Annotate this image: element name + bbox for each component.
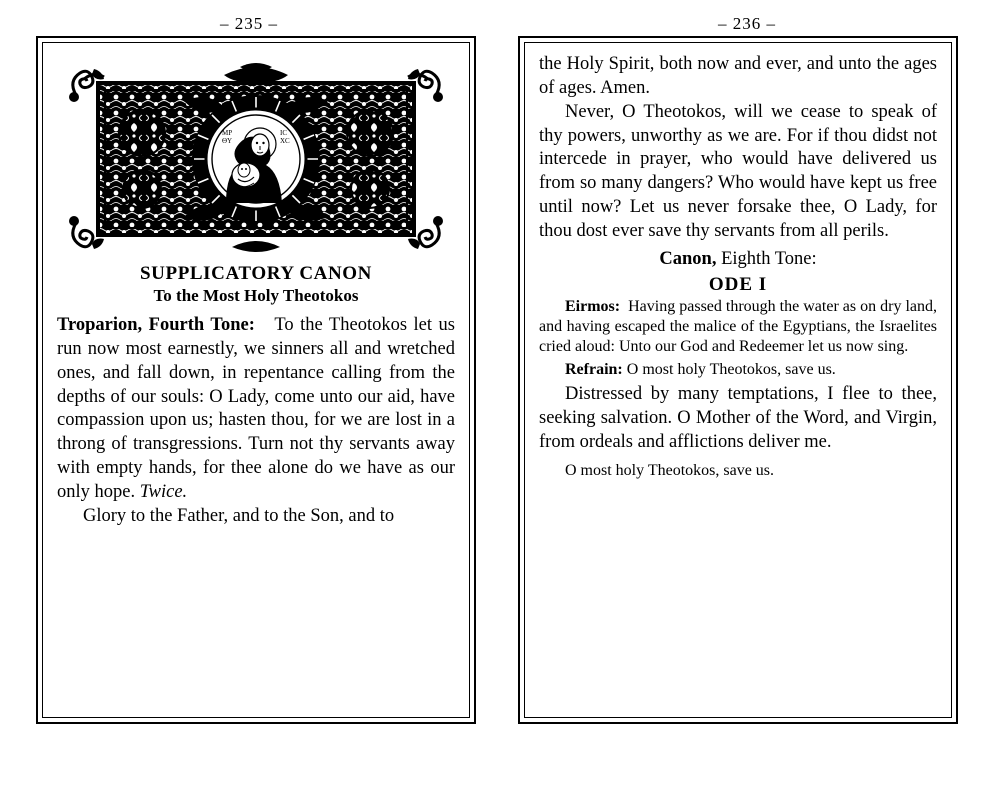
never-o-theotokos-paragraph: Never, O Theotokos, will we cease to speak of thy powers, unworthy as we are. For if thou didst not intercede in prayer, who would have delivered us from so many dangers? Who would have kept us free until now? Let us never forsake thee, O Lady, for thou dost ever save thy servants from all perils. — [539, 101, 937, 242]
inscription-mp-thy: MP — [222, 129, 233, 137]
canon-tone-line — [539, 248, 937, 272]
doxology-paragraph: Glory to the Father, and to the Son, and to — [83, 505, 395, 526]
heading-line-1: SUPPLICATORY CANON — [140, 263, 372, 284]
page-number-right: – 236 – — [718, 14, 776, 33]
troparion-rubric-twice: Twice. — [139, 482, 188, 503]
page-frame-left — [36, 36, 476, 724]
inscription-ic-xc: IC — [280, 129, 287, 137]
ornamental-headpiece — [64, 61, 448, 257]
refrain-repeat-paragraph: O most holy Theotokos, save us. — [565, 461, 775, 479]
page-content-right — [524, 42, 952, 718]
page-right — [498, 0, 996, 790]
refrain-rubric: Refrain: — [565, 361, 623, 379]
eirmos-text: Having passed through the water as on dry land, and having escaped the malice of the Egyptians, the Israelites cried aloud: Unto our God and Redeemer let us now sing. — [539, 297, 937, 356]
heading-line-2: To the Most Holy Theotokos — [153, 286, 359, 305]
svg-text:ΘY: ΘY — [222, 137, 233, 145]
canon-tone: Eighth Tone: — [721, 248, 817, 269]
troparion-rubric: Troparion, Fourth Tone: — [57, 315, 255, 335]
troparion-paragraph — [57, 314, 455, 505]
page-content-left — [42, 42, 470, 718]
page-frame-right — [518, 36, 958, 724]
svg-text:XC: XC — [280, 137, 290, 145]
refrain-paragraph — [539, 360, 937, 380]
troparion-text: To the Theotokos let us run now most earnestly, we sinners all and wretched ones, and fall down, in repentance calling from the depths of our souls: O Lady, come unto our aid, have compassion upon us; hasten thou, for we are lost in a throng of transgressions. Turn not thy servants away with empty hands, for thee alone do we have as our only hope. — [57, 315, 455, 503]
eirmos-paragraph — [539, 297, 937, 357]
theotokos-icon — [64, 61, 448, 257]
refrain-text: O most holy Theotokos, save us. — [626, 361, 836, 379]
section-heading — [57, 263, 455, 306]
ode-heading: ODE I — [708, 273, 768, 295]
page-number-left: – 235 – — [220, 14, 278, 33]
doxology-continuation: the Holy Spirit, both now and ever, and unto the ages of ages. Amen. — [539, 54, 937, 98]
canon-label: Canon, — [659, 248, 717, 269]
eirmos-rubric: Eirmos: — [565, 297, 621, 315]
troparion-ode1-paragraph: Distressed by many temptations, I flee to thee, seeking salvation. O Mother of the Word, and Virgin, from ordeals and afflictions deliver me. — [539, 384, 937, 453]
